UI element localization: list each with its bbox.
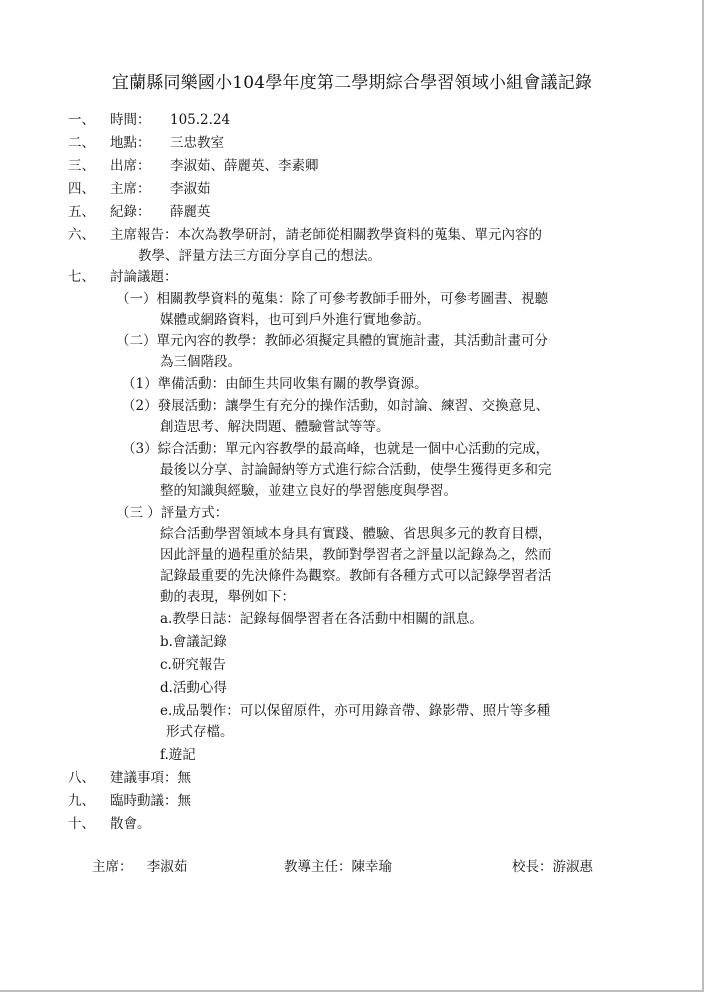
meeting-date: 105.2.24 bbox=[170, 112, 231, 128]
item-label: 評量方式： bbox=[160, 505, 229, 521]
assessment-method-b: b.會議記錄 bbox=[160, 634, 227, 650]
assessment-method-a: a.教學日誌：記錄每個學習者在各活動中相關的訊息。 bbox=[160, 611, 483, 627]
signature-director: 教導主任：陳幸瑜 bbox=[284, 859, 392, 875]
item-marker: （三 ） bbox=[116, 505, 161, 521]
section-label: 出席： bbox=[110, 158, 151, 174]
item-text: 相關教學資料的蒐集：除了可參考教師手冊外，可參考圖書、視聽 bbox=[156, 291, 548, 307]
assessment-method-d: d.活動心得 bbox=[160, 680, 227, 696]
stage-text: 綜合活動：單元內容教學的最高峰，也就是一個中心活動的完成， bbox=[157, 441, 550, 457]
document-title: 宜蘭縣同樂國小104學年度第二學期綜合學習領域小組會議記錄 bbox=[111, 73, 593, 93]
section-number: 六、 bbox=[68, 227, 95, 243]
discussion-item-3 bbox=[116, 502, 228, 524]
adjourn-text: 散會。 bbox=[110, 816, 151, 832]
signature-chair bbox=[92, 855, 187, 875]
section-number: 三、 bbox=[68, 158, 95, 174]
section-number: 一、 bbox=[68, 112, 95, 128]
assessment-para-line-4: 動的表現，舉例如下： bbox=[160, 589, 295, 605]
stage-2-line-2: 創造思考、解決問題、體驗嘗試等等。 bbox=[160, 419, 390, 435]
discussion-item-1 bbox=[116, 288, 548, 310]
assessment-method-f: f.遊記 bbox=[160, 747, 196, 763]
section-number: 七、 bbox=[68, 269, 95, 285]
signature-chair-name: 李淑茹 bbox=[146, 859, 188, 875]
assessment-para-line-2: 因此評量的過程重於結果，教師對學習者之評量以記錄為之，然而 bbox=[160, 547, 552, 563]
suggestions-text: 建議事項：無 bbox=[110, 770, 191, 786]
section-number: 五、 bbox=[68, 204, 95, 220]
stage-2 bbox=[122, 395, 549, 417]
stage-3-line-3: 整的知識與經驗，並建立良好的學習態度與學習。 bbox=[160, 483, 457, 499]
section-label: 主席： bbox=[110, 181, 151, 197]
stage-1 bbox=[122, 373, 428, 395]
section-number: 四、 bbox=[68, 181, 95, 197]
assessment-para-line-3: 記錄最重要的先決條件為觀察。教師有各種方式可以記錄學習者活 bbox=[160, 568, 552, 584]
assessment-method-e-line-2: 形式存檔。 bbox=[166, 724, 234, 740]
discussion-item-2 bbox=[116, 330, 548, 352]
stage-3 bbox=[122, 438, 549, 460]
discussion-item-1-line-2: 媒體或網路資料，也可到戶外進行實地參訪。 bbox=[160, 312, 430, 328]
signature-chair-label: 主席： bbox=[92, 859, 133, 875]
section-number: 九、 bbox=[68, 793, 95, 809]
stage-marker: （1） bbox=[122, 376, 158, 392]
discussion-item-2-line-2: 為三個階段。 bbox=[160, 354, 241, 370]
attendees: 李淑茹、薛麗英、李素卿 bbox=[170, 158, 319, 174]
recorder: 薛麗英 bbox=[170, 204, 211, 220]
meeting-location: 三忠教室 bbox=[170, 135, 224, 151]
assessment-para-line-1: 綜合活動學習領域本身具有實踐、體驗、省思與多元的教育目標， bbox=[160, 526, 552, 542]
section-label: 地點： bbox=[110, 135, 151, 151]
item-marker: （二） bbox=[116, 333, 157, 349]
stage-text: 發展活動：讓學生有充分的操作活動，如討論、練習、交換意見、 bbox=[157, 398, 550, 414]
item-text: 單元內容的教學：教師必須擬定具體的實施計畫，其活動計畫可分 bbox=[156, 333, 548, 349]
stage-marker: （3） bbox=[122, 441, 158, 457]
discussion-label: 討論議題： bbox=[110, 269, 178, 285]
section-label: 時間： bbox=[110, 112, 151, 128]
stage-text: 準備活動：由師生共同收集有關的教學資源。 bbox=[157, 376, 428, 392]
section-number: 八、 bbox=[68, 770, 95, 786]
motions-text: 臨時動議：無 bbox=[110, 793, 191, 809]
stage-3-line-2: 最後以分享、討論歸納等方式進行綜合活動，使學生獲得更多和完 bbox=[160, 462, 552, 478]
section-number: 二、 bbox=[68, 135, 95, 151]
item-marker: （一） bbox=[116, 291, 157, 307]
signature-principal: 校長：游淑惠 bbox=[512, 859, 593, 875]
section-number: 十、 bbox=[68, 816, 95, 832]
assessment-method-e: e.成品製作：可以保留原件，亦可用錄音帶、錄影帶、照片等多種 bbox=[160, 703, 551, 719]
report-text-line-1: 主席報告：本次為教學研討，請老師從相關教學資料的蒐集、單元內容的 bbox=[110, 227, 542, 243]
chairperson: 李淑茹 bbox=[170, 181, 211, 197]
section-label: 紀錄： bbox=[110, 204, 151, 220]
stage-marker: （2） bbox=[122, 398, 158, 414]
report-text-line-2: 教學、評量方法三方面分享自己的想法。 bbox=[138, 248, 381, 264]
assessment-method-c: c.研究報告 bbox=[160, 657, 226, 673]
